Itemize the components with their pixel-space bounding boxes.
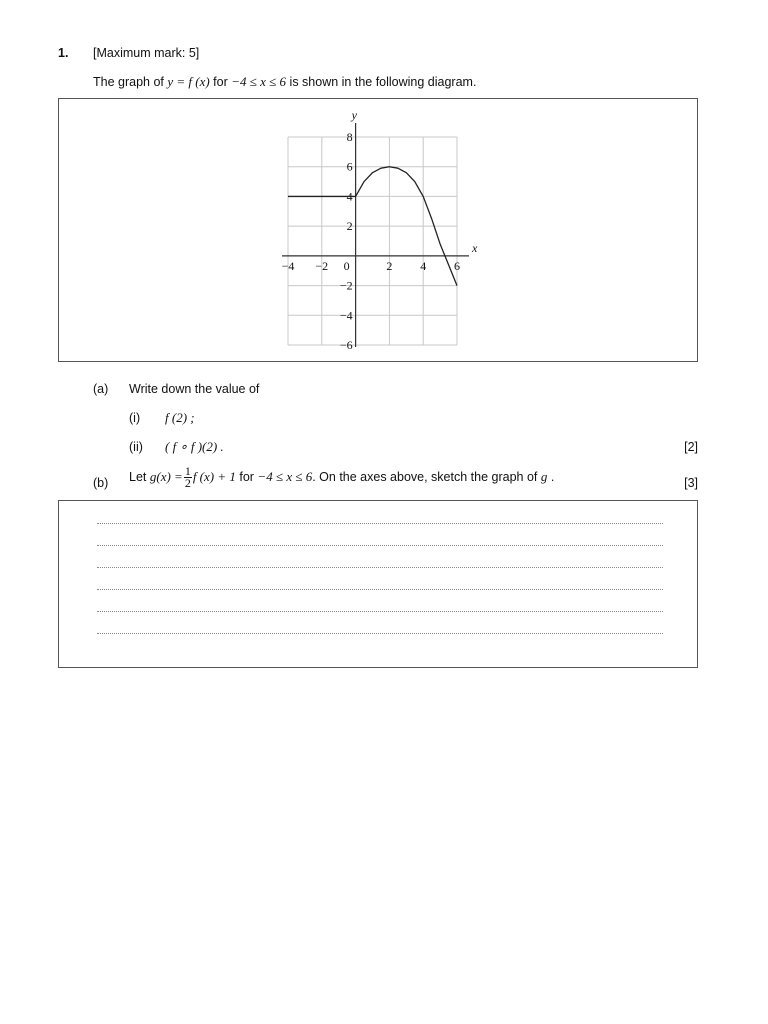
part-a-text: Write down the value of (129, 382, 260, 396)
question-intro (93, 74, 476, 90)
g-symbol: g (540, 469, 548, 484)
g-definition: g(x) = (149, 469, 183, 484)
part-b-marks: [3] (684, 476, 698, 490)
intro-before: The graph of (93, 75, 168, 89)
part-b-let: Let (129, 470, 150, 484)
intro-after: is shown in the following diagram. (286, 75, 477, 89)
y-tick-label: −6 (339, 338, 353, 352)
x-tick-label: −2 (315, 258, 329, 273)
y-tick-label: −4 (339, 308, 353, 323)
part-a-ii-expression: ( f ∘ f )(2) . (165, 439, 224, 454)
y-axis-label: y (351, 108, 357, 122)
part-a-ii-label: (ii) (129, 440, 143, 454)
intro-for: for (209, 75, 232, 89)
part-a-label: (a) (93, 382, 109, 396)
part-b-label: (b) (93, 476, 109, 490)
y-tick-label: 2 (346, 219, 353, 234)
one-half-fraction (184, 466, 192, 489)
answer-box[interactable] (58, 500, 698, 668)
intro-function: y = f (x) (167, 74, 210, 89)
intro-domain: −4 ≤ x ≤ 6 (231, 74, 287, 89)
answer-line[interactable] (97, 545, 663, 546)
answer-line[interactable] (97, 567, 663, 568)
answer-line[interactable] (97, 611, 663, 612)
x-tick-label: 2 (386, 258, 393, 273)
answer-line[interactable] (97, 633, 663, 634)
part-a-i-label: (i) (129, 411, 141, 425)
maximum-mark: [Maximum mark: 5] (93, 46, 200, 60)
part-b-end: . (547, 470, 555, 484)
part-b-text (129, 466, 554, 489)
y-tick-label: 8 (346, 130, 353, 144)
x-tick-label: 0 (343, 258, 350, 273)
diagram-box (58, 98, 698, 362)
x-tick-label: 4 (420, 258, 427, 273)
question-number: 1. (58, 46, 69, 60)
x-tick-label: 6 (454, 258, 460, 273)
part-a-marks: [2] (684, 440, 698, 454)
y-tick-label: 4 (346, 189, 353, 204)
part-b-for: for (235, 470, 258, 484)
y-tick-label: 6 (346, 159, 353, 174)
y-tick-label: −2 (339, 278, 353, 293)
x-axis-label: x (472, 240, 478, 255)
x-tick-label: −4 (281, 258, 295, 273)
part-a-i-expression: f (2) ; (165, 410, 195, 425)
fraction-denominator: 2 (184, 476, 191, 491)
fraction-numerator: 1 (184, 464, 191, 479)
part-b-domain: −4 ≤ x ≤ 6 (257, 469, 313, 484)
function-graph (59, 99, 697, 361)
g-rest: f (x) + 1 (192, 469, 236, 484)
answer-line[interactable] (97, 589, 663, 590)
answer-line[interactable] (97, 523, 663, 524)
part-b-instruction: . On the axes above, sketch the graph of (312, 470, 541, 484)
